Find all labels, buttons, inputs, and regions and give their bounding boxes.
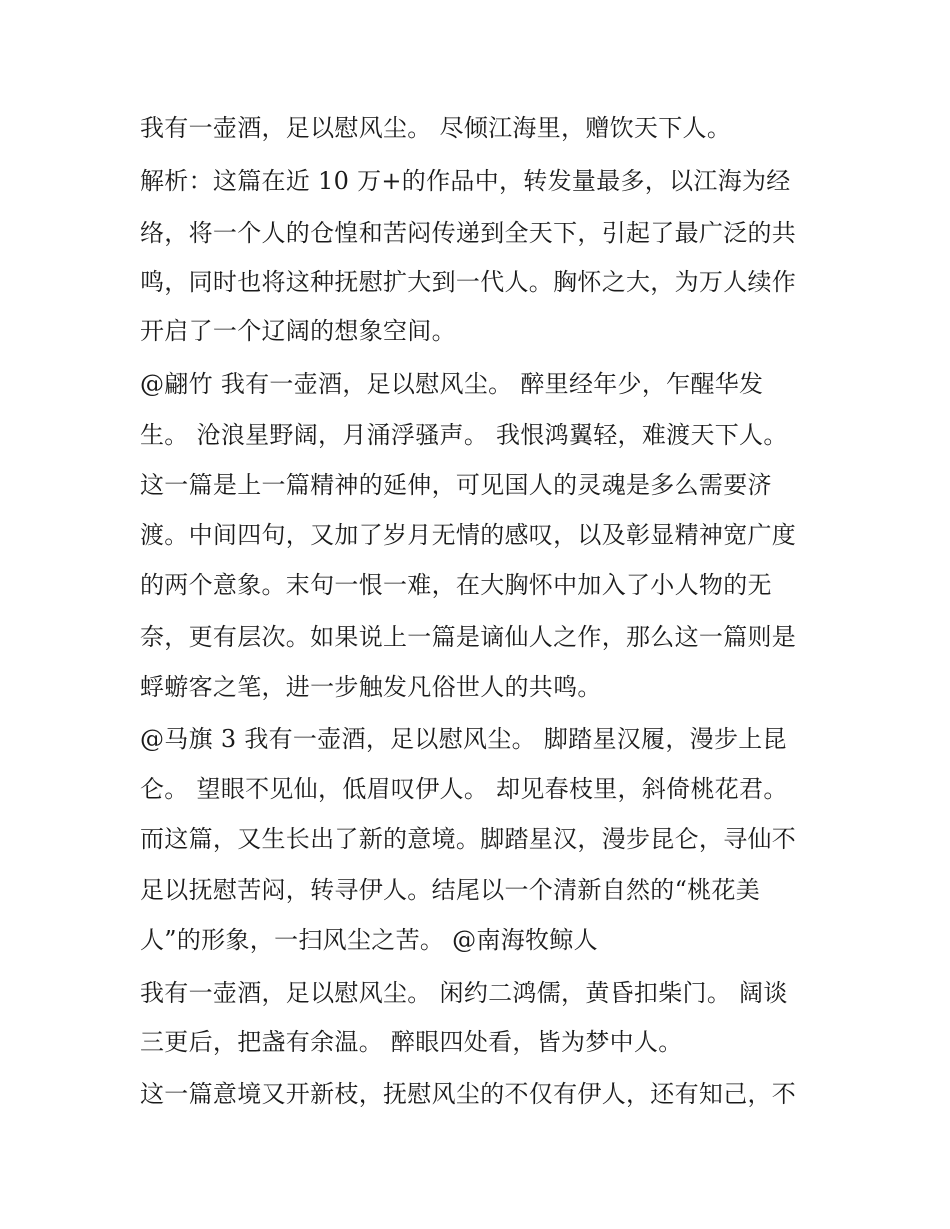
text-line: @马旗 3 我有一壶酒，足以慰风尘。 脚踏星汉履，漫步上昆 [140, 725, 787, 753]
text-line: 解析：这篇在近 10 万+的作品中，转发量最多，以江海为经 [140, 167, 791, 195]
text-line: 蜉蝣客之笔，进一步触发凡俗世人的共鸣。 [140, 673, 602, 701]
text-line: 我有一壶酒，足以慰风尘。 尽倾江海里，赠饮天下人。 [140, 114, 732, 142]
text-line: 这一篇是上一篇精神的延伸，可见国人的灵魂是多么需要济 [140, 471, 772, 499]
text-line: 渡。中间四句，又加了岁月无情的感叹，以及彰显精神宽广度 [140, 521, 797, 549]
text-line: 开启了一个辽阔的想象空间。 [140, 317, 456, 345]
text-line: 足以抚慰苦闷，转寻伊人。结尾以一个清新自然的“桃花美 [140, 876, 761, 904]
text-line: 人”的形象，一扫风尘之苦。 @南海牧鲸人 [140, 926, 598, 954]
text-line: 仑。 望眼不见仙，低眉叹伊人。 却见春枝里，斜倚桃花君。 [140, 775, 788, 803]
text-line: @翩竹 我有一壶酒，足以慰风尘。 醉里经年少，乍醒华发 [140, 370, 764, 398]
text-line: 而这篇，又生长出了新的意境。脚踏星汉，漫步昆仑，寻仙不 [140, 825, 797, 853]
text-line: 三更后，把盏有余温。 醉眼四处看，皆为梦中人。 [140, 1028, 683, 1056]
text-line: 奈，更有层次。如果说上一篇是谪仙人之作，那么这一篇则是 [140, 623, 797, 651]
text-line: 的两个意象。末句一恨一难，在大胸怀中加入了小人物的无 [140, 571, 772, 599]
text-line: 络，将一个人的仓惶和苦闷传递到全天下，引起了最广泛的共 [140, 219, 797, 247]
text-line: 鸣，同时也将这种抚慰扩大到一代人。胸怀之大，为万人续作 [140, 268, 797, 296]
text-line: 生。 沧浪星野阔，月涌浮骚声。 我恨鸿翼轻，难渡天下人。 [140, 421, 788, 449]
text-line: 我有一壶酒，足以慰风尘。 闲约二鸿儒，黄昏扣柴门。 阔谈 [140, 979, 788, 1007]
text-line: 这一篇意境又开新枝，抚慰风尘的不仅有伊人，还有知己，不 [140, 1080, 797, 1108]
